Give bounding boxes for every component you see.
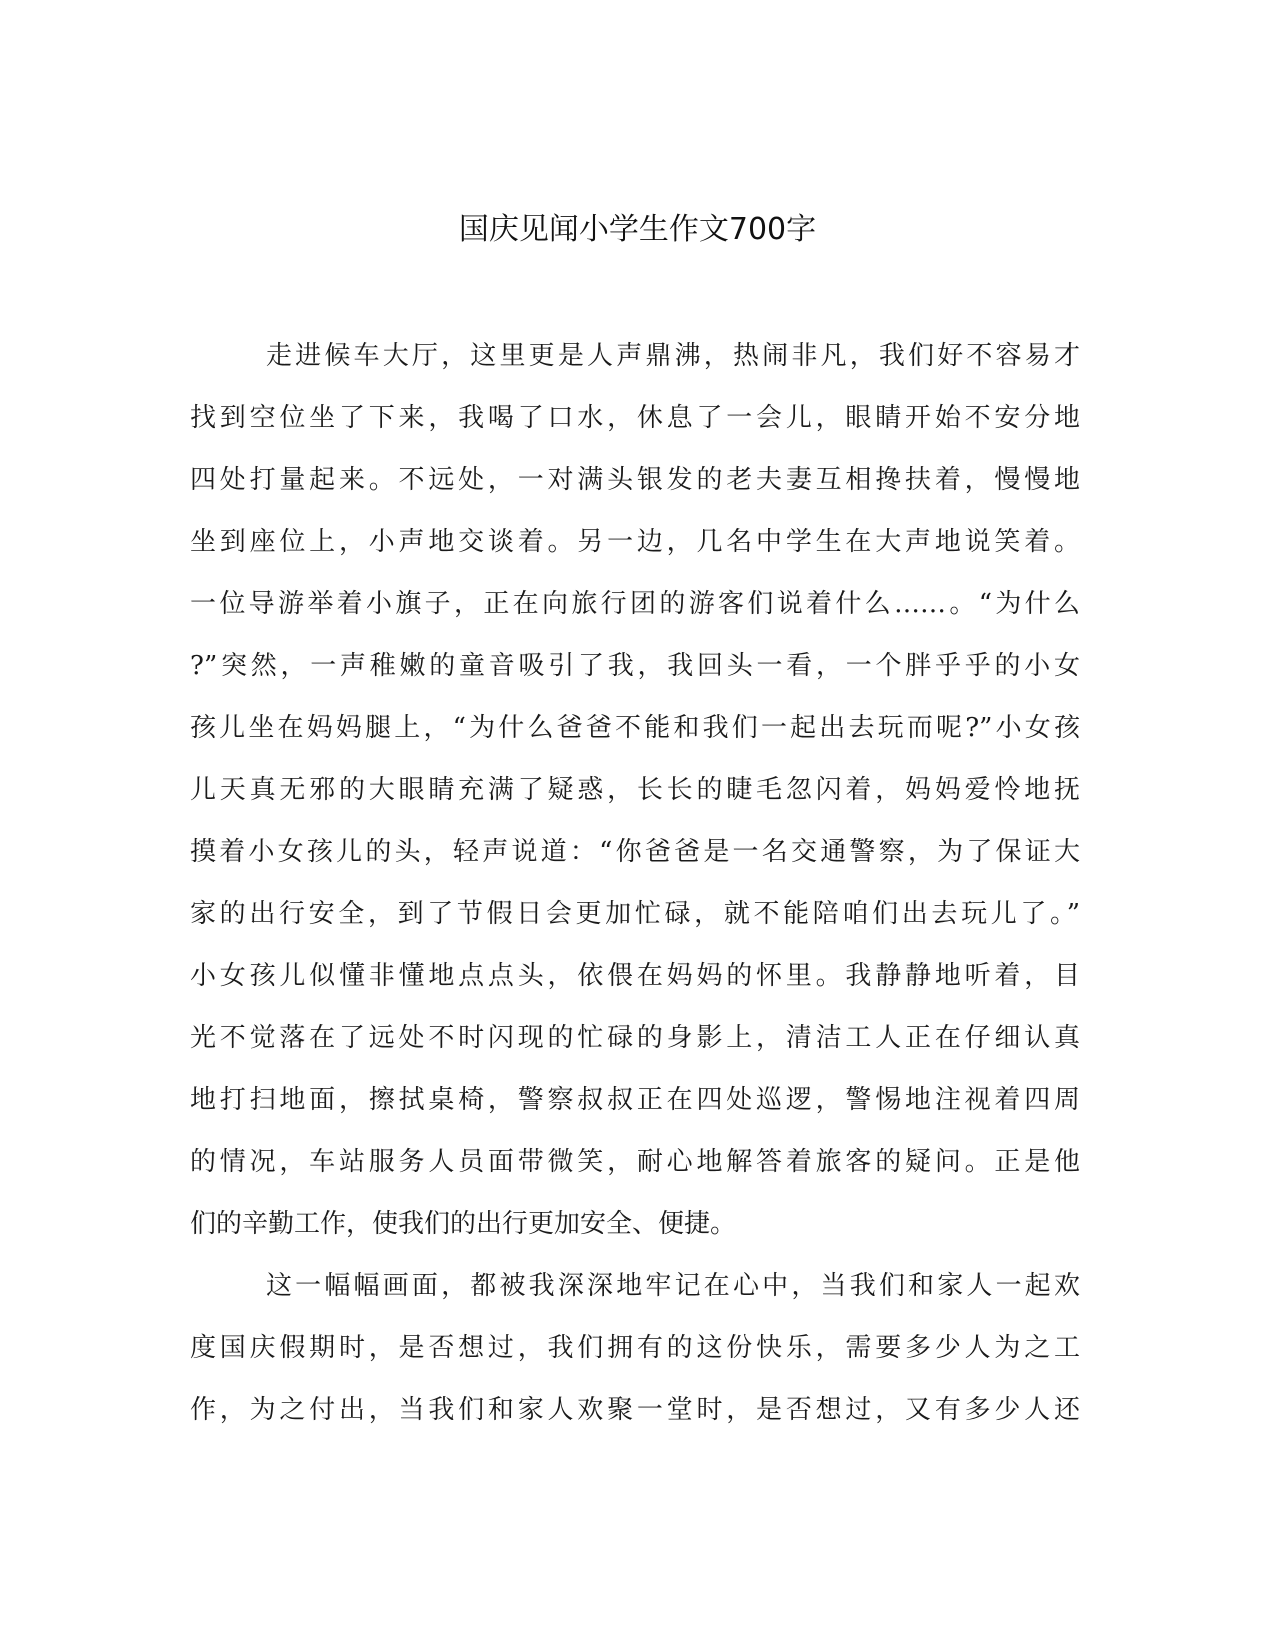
paragraph-line: 作，为之付出，当我们和家人欢聚一堂时，是否想过，又有多少人还 bbox=[190, 1395, 1080, 1425]
paragraph-line: 们的辛勤工作，使我们的出行更加安全、便捷。 bbox=[190, 1209, 737, 1239]
paragraph-line: 度国庆假期时，是否想过，我们拥有的这份快乐，需要多少人为之工 bbox=[190, 1333, 1080, 1363]
paragraph-line: 找到空位坐了下来，我喝了口水，休息了一会儿，眼睛开始不安分地 bbox=[190, 403, 1080, 433]
paragraph-line: 的情况，车站服务人员面带微笑，耐心地解答着旅客的疑问。正是他 bbox=[190, 1147, 1080, 1177]
paragraph-line: 孩儿坐在妈妈腿上，“为什么爸爸不能和我们一起出去玩而呢?”小女孩 bbox=[190, 713, 1080, 743]
paragraph-line: ?”突然，一声稚嫩的童音吸引了我，我回头一看，一个胖乎乎的小女 bbox=[190, 651, 1080, 681]
paragraph-1 bbox=[190, 325, 1080, 1255]
paragraph-line: 家的出行安全，到了节假日会更加忙碌，就不能陪咱们出去玩儿了。” bbox=[190, 899, 1080, 929]
paragraph-2 bbox=[190, 1255, 1080, 1441]
paragraph-line: 走进候车大厅，这里更是人声鼎沸，热闹非凡，我们好不容易才 bbox=[266, 341, 1080, 371]
paragraph-line: 地打扫地面，擦拭桌椅，警察叔叔正在四处巡逻，警惕地注视着四周 bbox=[190, 1085, 1080, 1115]
paragraph-line: 这一幅幅画面，都被我深深地牢记在心中，当我们和家人一起欢 bbox=[266, 1271, 1080, 1301]
paragraph-line: 坐到座位上，小声地交谈着。另一边，几名中学生在大声地说笑着。 bbox=[190, 527, 1080, 557]
document-body bbox=[190, 325, 1080, 1441]
paragraph-line: 光不觉落在了远处不时闪现的忙碌的身影上，清洁工人正在仔细认真 bbox=[190, 1023, 1080, 1053]
paragraph-line: 摸着小女孩儿的头，轻声说道：“你爸爸是一名交通警察，为了保证大 bbox=[190, 837, 1080, 867]
paragraph-line: 小女孩儿似懂非懂地点点头，依偎在妈妈的怀里。我静静地听着，目 bbox=[190, 961, 1080, 991]
paragraph-line: 儿天真无邪的大眼睛充满了疑惑，长长的睫毛忽闪着，妈妈爱怜地抚 bbox=[190, 775, 1080, 805]
document-title: 国庆见闻小学生作文700字 bbox=[458, 212, 817, 247]
paragraph-line: 一位导游举着小旗子，正在向旅行团的游客们说着什么……。“为什么 bbox=[190, 589, 1080, 619]
paragraph-line: 四处打量起来。不远处，一对满头银发的老夫妻互相搀扶着，慢慢地 bbox=[190, 465, 1080, 495]
